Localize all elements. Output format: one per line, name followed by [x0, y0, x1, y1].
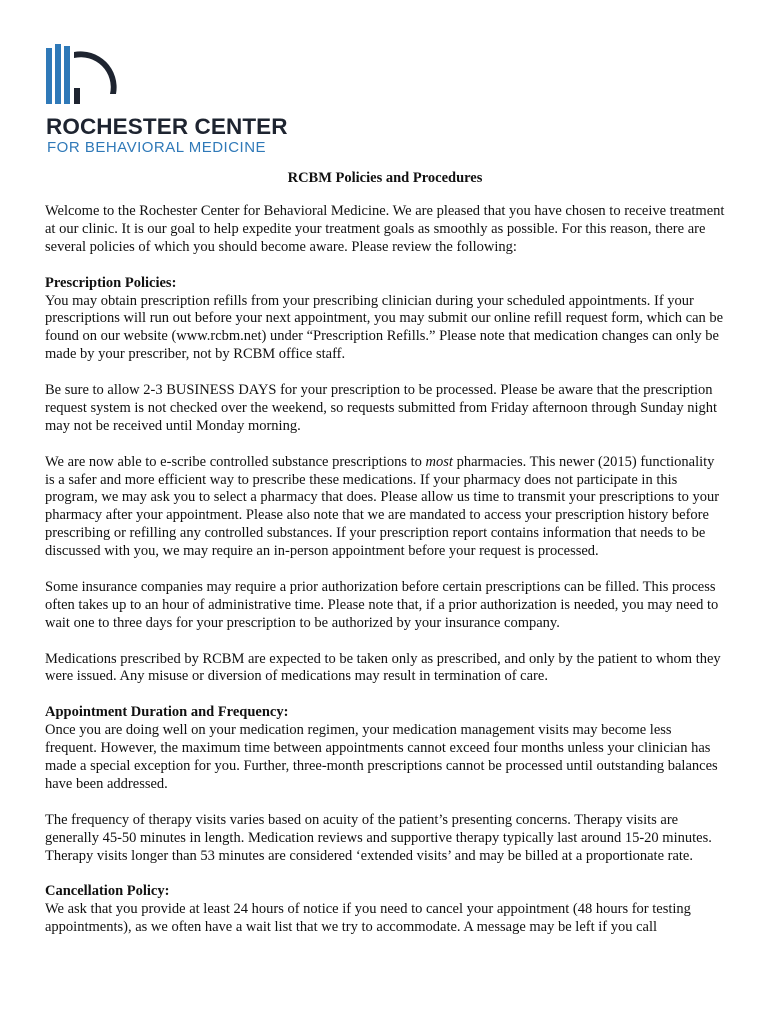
intro-paragraph: Welcome to the Rochester Center for Behavioral Medicine. We are pleased that you have chosen to receive treatment at our clinic. It is our goal to help expedite your treatment goals as smoothly as possible. For this reason, there are several policies of which you should become aware. Please review the following: [45, 203, 725, 255]
prescription-paragraph-1: You may obtain prescription refills from your prescribing clinician during your scheduled appointments. If your prescriptions will run out before your next appointment, you may submit our online refill request form, which can be found on our website (www.rcbm.net) under “Prescription Refills.” Please note that medication changes can only be made by your prescriber, not by RCBM office staff. [45, 292, 724, 363]
clinic-logo [46, 44, 306, 156]
prescription-paragraph-2: Be sure to allow 2-3 BUSINESS DAYS for your prescription to be processed. Please be aware that the prescription request system is not checked over the weekend, so requests submitted from Friday afternoon through Sunday night may not be received until Monday morning. [45, 382, 718, 434]
prescription-heading: Prescription Policies: [45, 274, 177, 291]
logo-line1: ROCHESTER CENTER [46, 114, 288, 139]
emphasis-text: most [425, 453, 453, 470]
prescription-paragraph-5: Medications prescribed by RCBM are expected to be taken only as prescribed, and only by the patient to whom they were issued. Any misuse or diversion of medications may result in termination of care. [45, 650, 721, 685]
appointment-paragraph-2: The frequency of therapy visits varies based on acuity of the patient’s presenting concerns. Therapy visits are generally 45-50 minutes in length. Medication reviews and supportive therapy typically last around 15-20 minutes. Therapy visits longer than 53 minutes are considered ‘extended visits’ and may be billed at a proportionate rate. [45, 811, 712, 864]
appointment-heading: Appointment Duration and Frequency: [45, 704, 289, 721]
appointment-paragraph-1: Once you are doing well on your medication regimen, your medication management visits may become less frequent. However, the maximum time between appointments cannot exceed four months unless your clinician has made a special exception for you. Further, three-month prescriptions cannot be processed until outstanding balances have been addressed. [45, 722, 718, 792]
prescription-paragraph-4: Some insurance companies may require a prior authorization before certain prescriptions can be filled. This process often takes up to an hour of administrative time. Please note that, if a prior authorization is needed, you may need to wait one to three days for your prescription to be authorized by your insurance company. [45, 578, 719, 631]
cancellation-paragraph-1: We ask that you provide at least 24 hours of notice if you need to cancel your appointment (48 hours for testing appointments), as we often have a wait list that we try to accommodate. A message may be left if you call [45, 901, 691, 936]
logo-mark-icon [46, 44, 126, 108]
logo-line2: FOR BEHAVIORAL MEDICINE [47, 139, 267, 156]
prescription-paragraph-3 [45, 454, 725, 561]
cancellation-heading: Cancellation Policy: [45, 883, 170, 900]
paragraph-text: pharmacies. This newer (2015) functionality is a safer and more efficient way to prescribe these medications. If your pharmacy does not participate in this program, we may ask you to select a pharmacy that does. Please allow us time to transmit your prescriptions to your pharmacy after your appointment. Please also note that we are mandated to access your prescription history before prescribing or refilling any controlled substances. If your prescription report contains information that needs to be discussed with you, we may require an in-person appointment before your request is processed. [45, 453, 720, 560]
document-body [45, 203, 725, 955]
document-title: RCBM Policies and Procedures [287, 170, 483, 186]
paragraph-text: We are now able to e-scribe controlled substance prescriptions to [45, 453, 426, 470]
